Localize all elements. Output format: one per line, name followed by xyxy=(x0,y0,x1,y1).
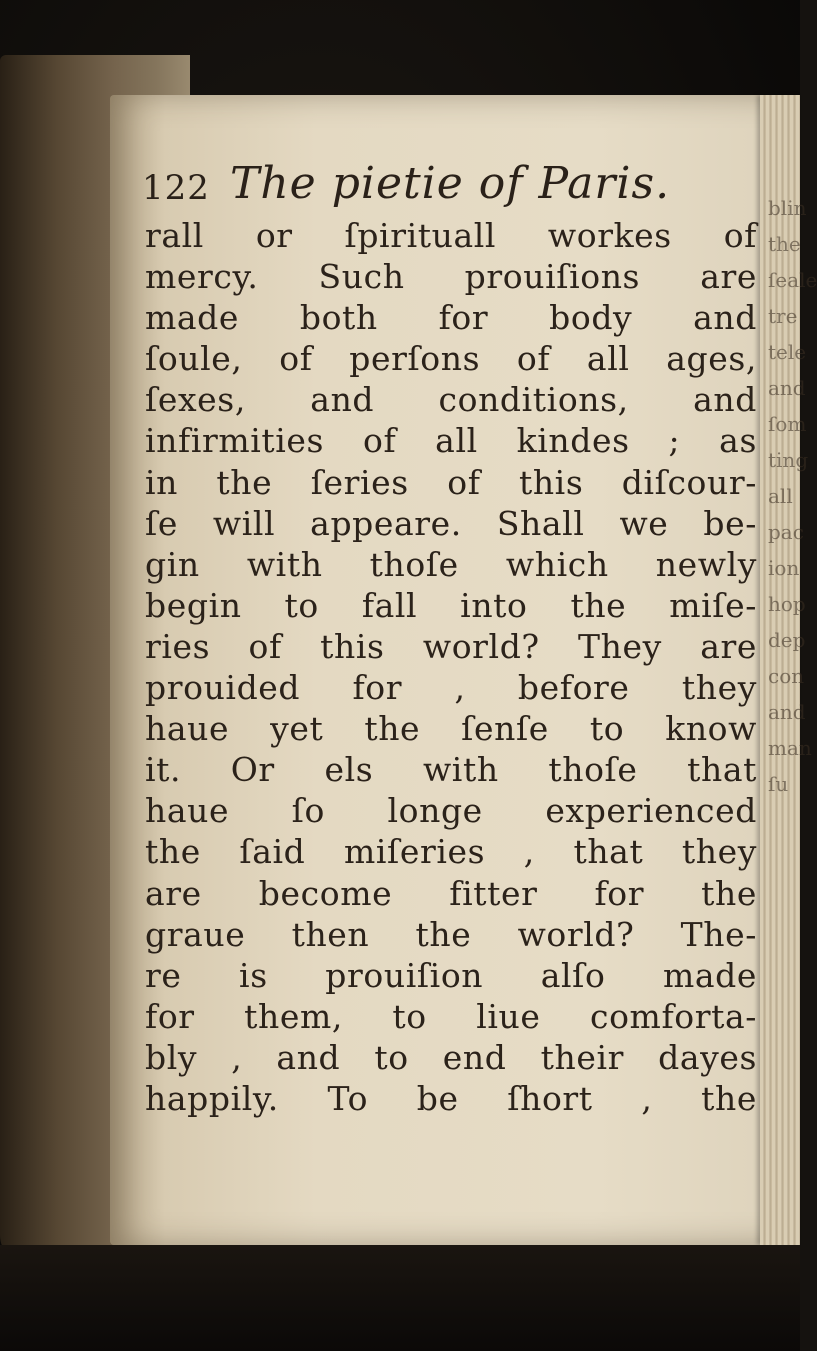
edge-fragment: all xyxy=(768,484,793,508)
running-title: The pietie of Paris. xyxy=(230,158,671,209)
edge-fragment: ſom xyxy=(768,412,807,436)
edge-fragment: hop xyxy=(768,592,806,616)
edge-fragment: ſu xyxy=(768,772,789,796)
text-line: re is prouiſion alſo made xyxy=(145,955,757,995)
edge-fragment: and xyxy=(768,700,806,724)
text-line: for them, to liue comforta- xyxy=(145,996,757,1036)
text-line: graue then the world? The- xyxy=(145,914,757,954)
page-header xyxy=(142,158,742,214)
edge-fragment: tele xyxy=(768,340,807,364)
text-line: haue yet the ſenſe to know xyxy=(145,709,757,749)
text-line: made both for body and xyxy=(145,298,757,338)
text-line: bly , and to end their dayes xyxy=(145,1037,757,1077)
edge-fragment: blin xyxy=(768,196,807,220)
edge-fragment: dep xyxy=(768,628,806,652)
background-shadow xyxy=(0,1245,800,1351)
edge-fragment: and xyxy=(768,376,806,400)
edge-fragment: tre xyxy=(768,304,798,328)
text-line: infirmities of all kindes ; as xyxy=(145,421,757,461)
text-line: mercy. Such prouiſions are xyxy=(145,257,757,297)
edge-fragment: man xyxy=(768,736,812,760)
edge-fragment: ting xyxy=(768,448,809,472)
text-line: it. Or els with thoſe that xyxy=(145,750,757,790)
edge-fragment: pac xyxy=(768,520,804,544)
text-line: haue ſo longe experienced xyxy=(145,791,757,831)
page-number: 122 xyxy=(142,168,210,208)
text-line: prouided for , before they xyxy=(145,668,757,708)
text-line: begin to fall into the miſe- xyxy=(145,585,757,625)
edge-fragment: ſeale xyxy=(768,268,817,292)
text-line: ſexes, and conditions, and xyxy=(145,380,757,420)
text-line: ſoule, of perſons of all ages, xyxy=(145,339,757,379)
text-line: ſe will appeare. Shall we be- xyxy=(145,503,757,543)
text-line: are become fitter for the xyxy=(145,873,757,913)
edge-fragment: the xyxy=(768,232,801,256)
text-line: in the ſeries of this diſcour- xyxy=(145,462,757,502)
text-line: happily. To be ſhort , the xyxy=(145,1078,757,1118)
text-line: ries of this world? They are xyxy=(145,626,757,666)
body-text xyxy=(145,215,757,1119)
edge-fragment: con xyxy=(768,664,805,688)
text-line: the ſaid miſeries , that they xyxy=(145,832,757,872)
edge-fragment: ion xyxy=(768,556,800,580)
bleed-through-fragments xyxy=(768,190,817,796)
text-line: gin with thoſe which newly xyxy=(145,544,757,584)
text-line: rall or ſpirituall workes of xyxy=(145,216,757,255)
